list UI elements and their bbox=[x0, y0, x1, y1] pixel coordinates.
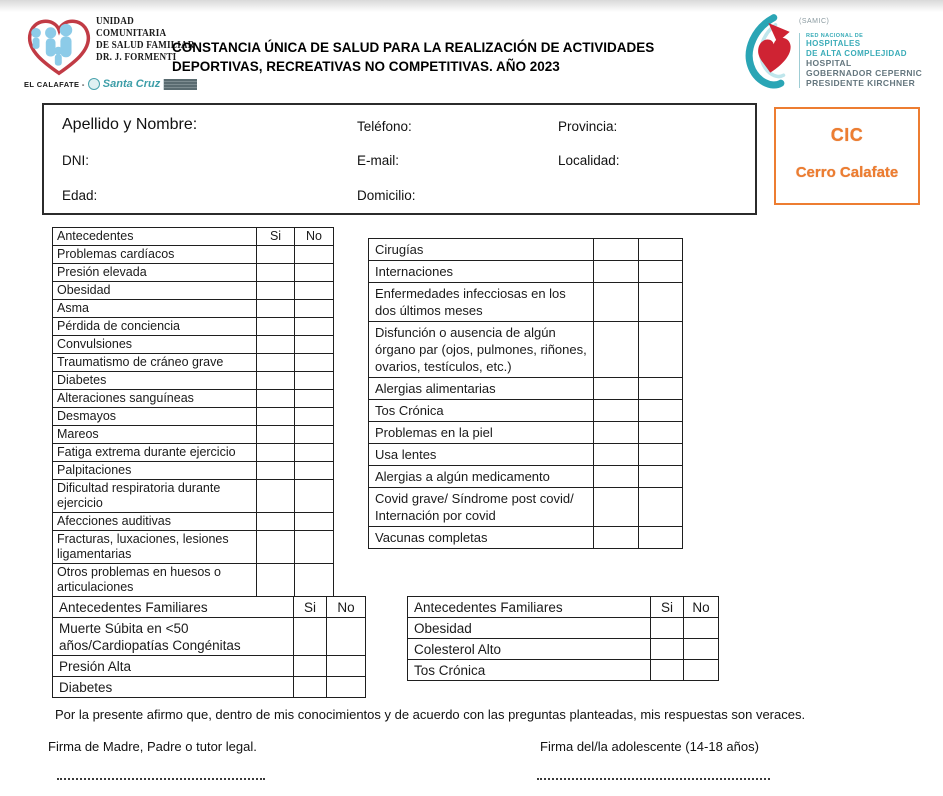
condition-label: Afecciones auditivas bbox=[53, 513, 257, 531]
table-row bbox=[369, 283, 683, 322]
answer-cell-no bbox=[295, 480, 334, 513]
answer-cell-no bbox=[327, 677, 366, 698]
answer-cell-no bbox=[295, 444, 334, 462]
answer-cell-no bbox=[684, 639, 719, 660]
answer-cell-no bbox=[639, 400, 683, 422]
answer-cell-si bbox=[257, 282, 295, 300]
answer-cell-si bbox=[594, 261, 639, 283]
condition-label: Problemas cardíacos bbox=[53, 246, 257, 264]
table-row bbox=[53, 426, 334, 444]
condition-label: Mareos bbox=[53, 426, 257, 444]
table-row bbox=[369, 322, 683, 378]
answer-cell-no bbox=[295, 300, 334, 318]
condition-label: Problemas en la piel bbox=[369, 422, 594, 444]
signature-label-parent: Firma de Madre, Padre o tutor legal. bbox=[48, 739, 257, 754]
document-title: CONSTANCIA ÚNICA DE SALUD PARA LA REALIZACIÓN DE ACTIVIDADES DEPORTIVAS, RECREATIVAS NO COMPETITIVAS. AÑO 2023 bbox=[172, 40, 655, 74]
condition-label: Otros problemas en huesos o articulaciones bbox=[53, 564, 257, 597]
clinic-location bbox=[24, 78, 184, 90]
answer-cell-no bbox=[295, 246, 334, 264]
condition-label: Fatiga extrema durante ejercicio bbox=[53, 444, 257, 462]
field-label-email: E-mail: bbox=[357, 153, 400, 168]
table-row bbox=[369, 239, 683, 261]
answer-cell-no bbox=[684, 660, 719, 681]
family-history-table-right bbox=[407, 596, 719, 681]
table-row bbox=[369, 400, 683, 422]
hospital-logo bbox=[733, 10, 933, 102]
signature-line-adolescent bbox=[537, 778, 770, 780]
province-seal-icon bbox=[88, 78, 100, 90]
table-row bbox=[369, 444, 683, 466]
answer-cell-no bbox=[639, 444, 683, 466]
table-row bbox=[53, 336, 334, 354]
answer-cell-no bbox=[639, 283, 683, 322]
condition-label: Enfermedades infecciosas en los dos últimos meses bbox=[369, 283, 594, 322]
answer-cell-no bbox=[639, 466, 683, 488]
answer-cell-si bbox=[257, 408, 295, 426]
answer-cell-no bbox=[295, 390, 334, 408]
answer-cell-si bbox=[594, 488, 639, 527]
answer-cell-si bbox=[257, 480, 295, 513]
answer-cell-si bbox=[594, 444, 639, 466]
samic-label: (SAMIC) bbox=[799, 18, 830, 25]
patient-info-box bbox=[42, 103, 757, 215]
table-header-row bbox=[53, 597, 366, 618]
table-row bbox=[408, 639, 719, 660]
condition-label: Disfunción o ausencia de algún órgano par (ojos, pulmones, riñones, ovarios, testículos, etc.) bbox=[369, 322, 594, 378]
column-header-antecedentes-familiares: Antecedentes Familiares bbox=[408, 597, 651, 618]
condition-label: Alergias alimentarias bbox=[369, 378, 594, 400]
answer-cell-no bbox=[295, 531, 334, 564]
clinic-logo bbox=[24, 12, 195, 104]
table-row bbox=[369, 466, 683, 488]
table-row bbox=[369, 488, 683, 527]
answer-cell-si bbox=[594, 239, 639, 261]
condition-label: Cirugías bbox=[369, 239, 594, 261]
table-header-row bbox=[408, 597, 719, 618]
table-row bbox=[53, 264, 334, 282]
condition-label: Presión Alta bbox=[53, 656, 294, 677]
answer-cell-no bbox=[295, 282, 334, 300]
condition-label: Vacunas completas bbox=[369, 527, 594, 549]
answer-cell-si bbox=[594, 527, 639, 549]
answer-cell-no bbox=[639, 239, 683, 261]
family-heart-icon bbox=[24, 12, 94, 76]
family-history-table-left bbox=[52, 596, 366, 698]
table-row bbox=[369, 422, 683, 444]
answer-cell-si bbox=[257, 246, 295, 264]
clinic-name: UNIDAD COMUNITARIA DE SALUD FAMILIAR DR. J. FORMENTI bbox=[96, 16, 195, 63]
answer-cell-si bbox=[257, 354, 295, 372]
table-row bbox=[53, 677, 366, 698]
answer-cell-si bbox=[594, 400, 639, 422]
condition-label: Colesterol Alto bbox=[408, 639, 651, 660]
answer-cell-no bbox=[639, 422, 683, 444]
answer-cell-no bbox=[295, 372, 334, 390]
cic-label: CIC bbox=[830, 125, 864, 145]
answer-cell-si bbox=[257, 462, 295, 480]
condition-label: Convulsiones bbox=[53, 336, 257, 354]
answer-cell-no bbox=[295, 336, 334, 354]
condition-label: Dificultad respiratoria durante ejercicio bbox=[53, 480, 257, 513]
answer-cell-si bbox=[257, 426, 295, 444]
table-row bbox=[369, 527, 683, 549]
table-header-row bbox=[53, 228, 334, 246]
answer-cell-si bbox=[594, 422, 639, 444]
field-label-name: Apellido y Nombre: bbox=[62, 116, 198, 133]
answer-cell-no bbox=[295, 564, 334, 597]
answer-cell-si bbox=[257, 513, 295, 531]
table-row bbox=[53, 390, 334, 408]
condition-label: Muerte Súbita en <50 años/Cardiopatías Congénitas bbox=[53, 618, 294, 656]
column-header-si: Si bbox=[294, 597, 327, 618]
condition-label: Alergias a algún medicamento bbox=[369, 466, 594, 488]
condition-label: Alteraciones sanguíneas bbox=[53, 390, 257, 408]
condition-label: Pérdida de conciencia bbox=[53, 318, 257, 336]
field-label-address: Domicilio: bbox=[357, 188, 416, 203]
field-label-province: Provincia: bbox=[558, 119, 618, 134]
table-row bbox=[53, 354, 334, 372]
signature-label-adolescent: Firma del/la adolescente (14-18 años) bbox=[540, 739, 759, 754]
field-label-phone: Teléfono: bbox=[357, 119, 412, 134]
table-row bbox=[53, 372, 334, 390]
answer-cell-no bbox=[327, 618, 366, 656]
table-row bbox=[53, 408, 334, 426]
answer-cell-no bbox=[639, 527, 683, 549]
table-row bbox=[53, 282, 334, 300]
answer-cell-no bbox=[295, 426, 334, 444]
table-row bbox=[369, 261, 683, 283]
table-row bbox=[53, 513, 334, 531]
answer-cell-no bbox=[295, 513, 334, 531]
table-row bbox=[53, 656, 366, 677]
answer-cell-si bbox=[257, 336, 295, 354]
column-header-no: No bbox=[327, 597, 366, 618]
answer-cell-si bbox=[257, 444, 295, 462]
cic-center-box bbox=[774, 107, 920, 205]
answer-cell-no bbox=[295, 318, 334, 336]
province-logo-text: Santa Cruz bbox=[102, 78, 161, 90]
table-row bbox=[53, 246, 334, 264]
table-row bbox=[53, 318, 334, 336]
answer-cell-no bbox=[684, 618, 719, 639]
answer-cell-no bbox=[295, 408, 334, 426]
signature-line-parent bbox=[57, 778, 265, 780]
city-label: EL CALAFATE - bbox=[24, 79, 85, 89]
table-row bbox=[369, 378, 683, 400]
column-header-antecedentes: Antecedentes bbox=[53, 228, 257, 246]
antecedentes-table bbox=[52, 227, 334, 597]
table-row bbox=[53, 564, 334, 597]
condition-label: Diabetes bbox=[53, 677, 294, 698]
column-header-si: Si bbox=[651, 597, 684, 618]
condition-label: Internaciones bbox=[369, 261, 594, 283]
answer-cell-si bbox=[257, 531, 295, 564]
answer-cell-no bbox=[295, 264, 334, 282]
affirmation-statement: Por la presente afirmo que, dentro de mis conocimientos y de acuerdo con las preguntas planteadas, mis respuestas son veraces. bbox=[55, 707, 806, 722]
answer-cell-si bbox=[257, 264, 295, 282]
field-label-dni: DNI: bbox=[62, 153, 89, 168]
answer-cell-si bbox=[594, 283, 639, 322]
condition-label: Asma bbox=[53, 300, 257, 318]
answer-cell-si bbox=[294, 677, 327, 698]
condition-label: Covid grave/ Síndrome post covid/ Internación por covid bbox=[369, 488, 594, 527]
field-label-city: Localidad: bbox=[558, 153, 620, 168]
antecedentes-table-2 bbox=[368, 238, 683, 549]
table-row bbox=[408, 660, 719, 681]
answer-cell-si bbox=[651, 618, 684, 639]
table-row bbox=[53, 618, 366, 656]
answer-cell-si bbox=[257, 300, 295, 318]
answer-cell-si bbox=[594, 322, 639, 378]
condition-label: Usa lentes bbox=[369, 444, 594, 466]
hospital-heart-icon bbox=[733, 14, 795, 94]
field-label-age: Edad: bbox=[62, 188, 98, 203]
ministry-badge bbox=[163, 79, 197, 90]
answer-cell-si bbox=[594, 378, 639, 400]
table-row bbox=[53, 300, 334, 318]
answer-cell-no bbox=[639, 378, 683, 400]
column-header-si: Si bbox=[257, 228, 295, 246]
condition-label: Palpitaciones bbox=[53, 462, 257, 480]
condition-label: Presión elevada bbox=[53, 264, 257, 282]
answer-cell-no bbox=[327, 656, 366, 677]
answer-cell-no bbox=[295, 354, 334, 372]
answer-cell-no bbox=[639, 488, 683, 527]
table-row bbox=[53, 462, 334, 480]
condition-label: Obesidad bbox=[408, 618, 651, 639]
condition-label: Tos Crónica bbox=[408, 660, 651, 681]
condition-label: Desmayos bbox=[53, 408, 257, 426]
hospital-name-block bbox=[799, 18, 922, 88]
column-header-no: No bbox=[684, 597, 719, 618]
answer-cell-si bbox=[651, 660, 684, 681]
answer-cell-si bbox=[294, 656, 327, 677]
table-row bbox=[53, 531, 334, 564]
condition-label: Obesidad bbox=[53, 282, 257, 300]
answer-cell-si bbox=[257, 372, 295, 390]
answer-cell-si bbox=[651, 639, 684, 660]
answer-cell-si bbox=[257, 390, 295, 408]
column-header-antecedentes-familiares: Antecedentes Familiares bbox=[53, 597, 294, 618]
column-header-no: No bbox=[295, 228, 334, 246]
answer-cell-si bbox=[294, 618, 327, 656]
table-row bbox=[408, 618, 719, 639]
condition-label: Diabetes bbox=[53, 372, 257, 390]
answer-cell-no bbox=[295, 462, 334, 480]
cic-location-label: Cerro Calafate bbox=[795, 164, 899, 181]
condition-label: Traumatismo de cráneo grave bbox=[53, 354, 257, 372]
hospital-network: RED NACIONAL DE HOSPITALES DE ALTA COMPLEJIDAD HOSPITAL GOBERNADOR CEPERNIC PRESIDENTE KIRCHNER bbox=[799, 33, 922, 88]
answer-cell-no bbox=[639, 322, 683, 378]
condition-label: Fracturas, luxaciones, lesiones ligamentarias bbox=[53, 531, 257, 564]
answer-cell-si bbox=[257, 318, 295, 336]
answer-cell-si bbox=[257, 564, 295, 597]
answer-cell-si bbox=[594, 466, 639, 488]
table-row bbox=[53, 444, 334, 462]
condition-label: Tos Crónica bbox=[369, 400, 594, 422]
answer-cell-no bbox=[639, 261, 683, 283]
table-row bbox=[53, 480, 334, 513]
